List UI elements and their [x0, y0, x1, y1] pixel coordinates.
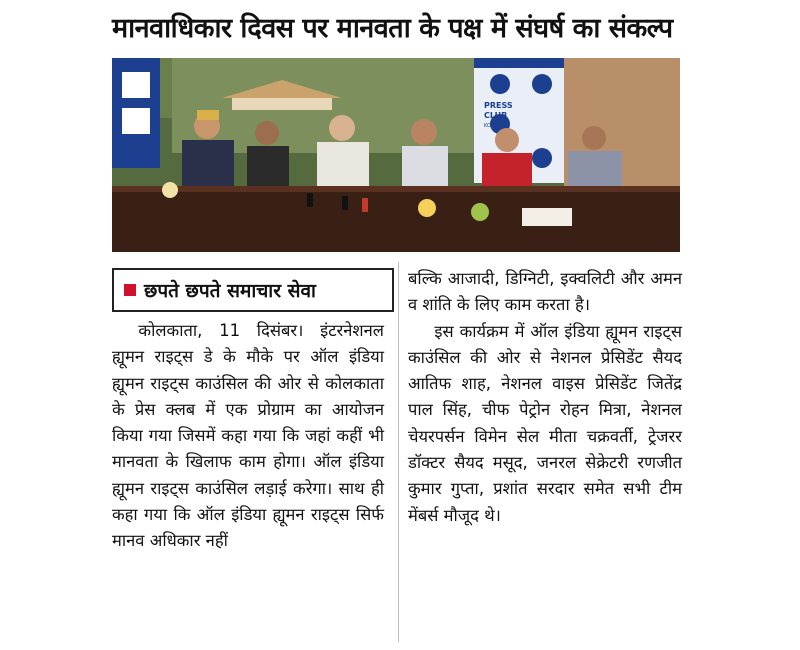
headline: मानवाधिकार दिवस पर मानवता के पक्ष में संघर्ष का संकल्प [112, 13, 673, 44]
article-paragraph: बल्कि आजादी, डिग्निटी, इक्वलिटी और अमन व शांति के लिए काम करता है। [408, 269, 682, 315]
kicker-box [112, 268, 394, 312]
kicker-label: छपते छपते समाचार सेवा [144, 280, 316, 302]
article-paragraph: कोलकाता, 11 दिसंबर। इंटरनेशनल ह्यूमन राइट्स डे के मौके पर ऑल इंडिया ह्यूमन राइट्स काउंसिल की ओर से कोलकाता के प्रेस क्लब में एक प्रोग्राम का आयोजन किया गया जिसमें कहा गया कि जहां कहीं भी मानवता के खिलाफ काम होगा। ऑल इंडिया ह्यूमन राइट्स काउंसिल लड़ाई करेगा। साथ ही कहा गया कि ऑल इंडिया ह्यूमन राइट्स सिर्फ मानव अधिकार नहीं [112, 321, 384, 551]
press-conference-photo [112, 58, 680, 252]
article-column-2 [408, 266, 682, 529]
banner-text-2: CLUB [484, 111, 508, 120]
article-paragraph: इस कार्यक्रम में ऑल इंडिया ह्यूमन राइट्स काउंसिल की ओर से नेशनल प्रेसिडेंट सैयद आतिफ शाह, नेशनल वाइस प्रेसिडेंट जितेंद्र पाल सिंह, चीफ पेट्रोन रोहन मित्रा, नेशनल चेयरपर्सन विमेन सेल मीता चक्रवर्ती, ट्रेजरर डॉक्टर सैयद मसूद, जनरल सेक्रेटरी रणजीत कुमार गुप्ता, प्रशांत सरदार समेत सभी टीम मेंबर्स मौजूद थे। [408, 321, 682, 525]
article-column-1 [112, 318, 384, 555]
banner-text-3: KOLKATA [484, 123, 507, 129]
kicker-marker [124, 284, 136, 296]
table [112, 190, 680, 252]
column-divider [398, 262, 399, 642]
banner-text-1: PRESS [484, 101, 513, 110]
